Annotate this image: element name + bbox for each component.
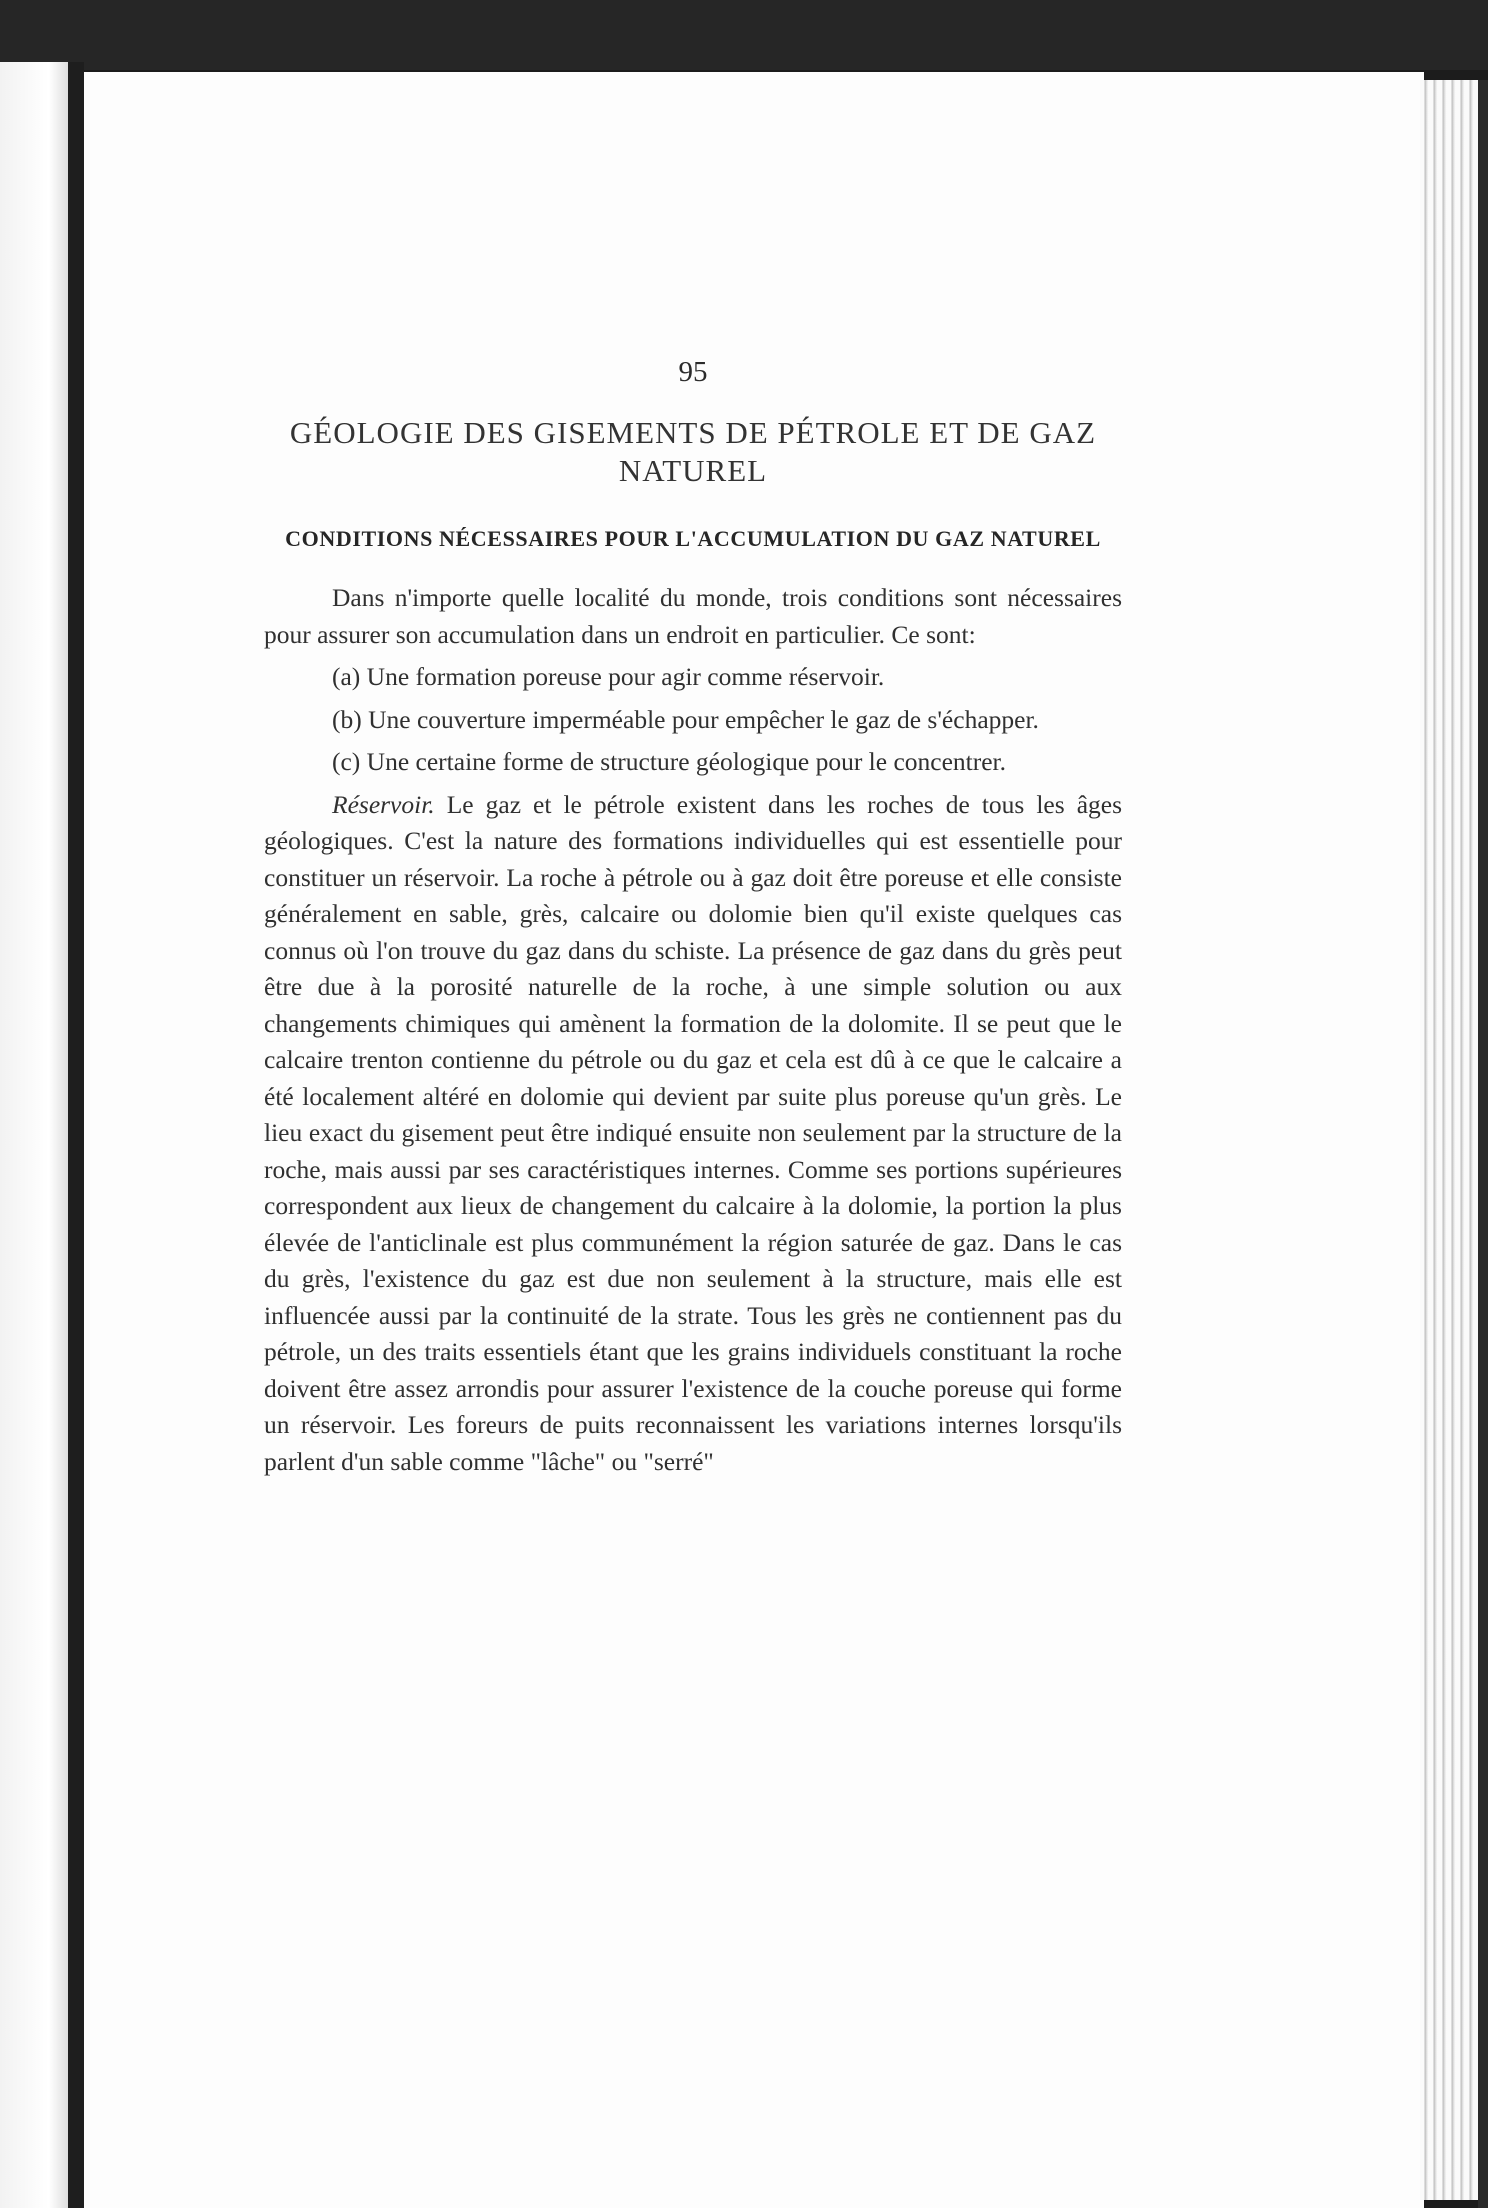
scan-background xyxy=(0,0,1488,70)
reservoir-paragraph xyxy=(264,787,1122,1481)
page-content xyxy=(264,352,1122,1486)
page-number: 95 xyxy=(678,356,708,388)
page-edges xyxy=(1420,80,1480,2200)
reservoir-heading: Réservoir. xyxy=(332,789,435,819)
section-title: CONDITIONS NÉCESSAIRES POUR L'ACCUMULATION DU GAZ NATUREL xyxy=(285,526,1101,551)
left-page-edge xyxy=(0,62,70,2208)
list-item-c: (c) Une certaine forme de structure géologique pour le concentrer. xyxy=(332,747,1007,776)
body-text xyxy=(264,580,1122,1480)
book-cover-edge xyxy=(1478,80,1488,2208)
intro-paragraph: Dans n'importe quelle localité du monde, trois conditions sont nécessaires pour assurer son accumulation dans un endroit en particulier. Ce sont: xyxy=(264,583,1122,649)
list-item-b: (b) Une couverture imperméable pour empêcher le gaz de s'échapper. xyxy=(332,704,1039,734)
book-gutter xyxy=(68,62,84,2208)
list-item-a: (a) Une formation poreuse pour agir comme réservoir. xyxy=(332,662,885,691)
reservoir-text: Le gaz et le pétrole existent dans les roches de tous les âges géologiques. C'est la nature des formations individuelles qui est essentielle pour constituer un réservoir. La roche à pétrole ou à gaz doit être poreuse et elle consiste généralement en sable, grès, calcaire ou dolomie bien qu'il existe quelques cas connus où l'on trouve du gaz dans du schiste. La présence de gaz dans du grès peut être due à la porosité naturelle de la roche, à une simple solution ou aux changements chimiques qui amènent la formation de la dolomite. Il se peut que le calcaire trenton contienne du pétrole ou du gaz et cela est dû à ce que le calcaire a été localement altéré en dolomie qui devient par suite plus poreuse qu'un grès. Le lieu exact du gisement peut être indiqué ensuite non seulement par la structure de la roche, mais aussi par ses caractéristiques internes. Comme ses portions supérieures correspondent aux lieux de changement du calcaire à la dolomie, la portion la plus élevée de l'anticlinale est plus communément la région saturée de gaz. Dans le cas du grès, l'existence du gaz est due non seulement à la structure, mais elle est influencée aussi par la continuité de la strate. Tous les grès ne contiennent pas du pétrole, un des traits essentiels étant que les grains individuels constituant la roche doivent être assez arrondis pour assurer l'existence de la couche poreuse qui forme un réservoir. Les foreurs de puits reconnaissent les variations internes lorsqu'ils parlent d'un sable comme "lâche" ou "serré" xyxy=(264,789,1123,1476)
page-title: GÉOLOGIE DES GISEMENTS DE PÉTROLE ET DE GAZ NATUREL xyxy=(289,415,1097,488)
